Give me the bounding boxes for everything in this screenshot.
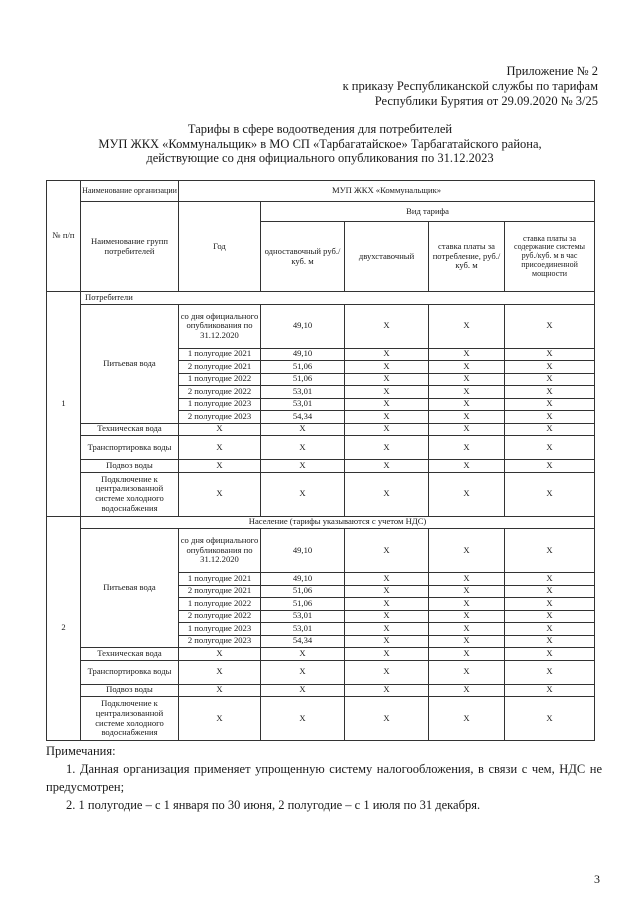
document-title bbox=[0, 122, 640, 166]
consumption-rate-cell: X bbox=[429, 436, 505, 460]
single-rate-cell: 53,01 bbox=[261, 398, 345, 411]
consumption-rate-cell: X bbox=[429, 585, 505, 598]
section-heading: Потребители bbox=[81, 292, 595, 305]
single-rate-cell: 51,06 bbox=[261, 361, 345, 374]
consumption-rate-cell: X bbox=[429, 648, 505, 661]
single-rate-cell: 53,01 bbox=[261, 623, 345, 636]
appendix-line: к приказу Республиканской службы по тарифам bbox=[342, 79, 598, 93]
consumption-rate-cell: X bbox=[429, 697, 505, 741]
single-rate-cell: 54,34 bbox=[261, 635, 345, 648]
double-rate-cell: X bbox=[345, 529, 429, 573]
maintenance-rate-cell: X bbox=[505, 398, 595, 411]
consumption-rate-cell: X bbox=[429, 386, 505, 399]
drinking-water-label: Питьевая вода bbox=[81, 304, 179, 423]
single-rate-cell: X bbox=[261, 648, 345, 661]
double-rate-cell: X bbox=[345, 598, 429, 611]
maintenance-rate-cell: X bbox=[505, 648, 595, 661]
consumer-group-label: Транспортировка воды bbox=[81, 660, 179, 684]
period-cell: 2 полугодие 2021 bbox=[179, 585, 261, 598]
consumption-rate-cell: X bbox=[429, 635, 505, 648]
section-heading: Население (тарифы указываются с учетом НДС) bbox=[81, 516, 595, 529]
consumer-group-label: Подвоз воды bbox=[81, 684, 179, 697]
notes bbox=[46, 742, 602, 814]
col-header-groups: Наименование групп потребителей bbox=[81, 202, 179, 292]
note-item: 1. Данная организация применяет упрощенную систему налогообложения, в связи с чем, НДС не предусмотрен; bbox=[46, 762, 602, 794]
maintenance-rate-cell: X bbox=[505, 423, 595, 436]
table-row bbox=[47, 304, 595, 348]
period-cell: 2 полугодие 2023 bbox=[179, 411, 261, 424]
single-rate-cell: 49,10 bbox=[261, 573, 345, 586]
single-rate-cell: X bbox=[261, 460, 345, 473]
col-header-double: двухставочный bbox=[345, 222, 429, 292]
col-header-year: Год bbox=[179, 202, 261, 292]
table-row bbox=[47, 460, 595, 473]
consumption-rate-cell: X bbox=[429, 348, 505, 361]
maintenance-rate-cell: X bbox=[505, 635, 595, 648]
double-rate-cell: X bbox=[345, 436, 429, 460]
maintenance-rate-cell: X bbox=[505, 436, 595, 460]
double-rate-cell: X bbox=[345, 585, 429, 598]
double-rate-cell: X bbox=[345, 460, 429, 473]
table-row bbox=[47, 697, 595, 741]
period-cell: 1 полугодие 2023 bbox=[179, 398, 261, 411]
year-cell: X bbox=[179, 460, 261, 473]
double-rate-cell: X bbox=[345, 610, 429, 623]
single-rate-cell: 51,06 bbox=[261, 585, 345, 598]
year-cell: X bbox=[179, 423, 261, 436]
period-cell: 2 полугодие 2022 bbox=[179, 386, 261, 399]
maintenance-rate-cell: X bbox=[505, 598, 595, 611]
maintenance-rate-cell: X bbox=[505, 623, 595, 636]
consumption-rate-cell: X bbox=[429, 460, 505, 473]
title-line: действующие со дня официального опубликования по 31.12.2023 bbox=[146, 151, 494, 165]
double-rate-cell: X bbox=[345, 423, 429, 436]
consumption-rate-cell: X bbox=[429, 304, 505, 348]
single-rate-cell: X bbox=[261, 660, 345, 684]
single-rate-cell: 51,06 bbox=[261, 373, 345, 386]
maintenance-rate-cell: X bbox=[505, 697, 595, 741]
consumer-group-label: Подключение к централизованной системе холодного водоснабжения bbox=[81, 472, 179, 516]
single-rate-cell: X bbox=[261, 472, 345, 516]
consumer-group-label: Подвоз воды bbox=[81, 460, 179, 473]
year-cell: X bbox=[179, 697, 261, 741]
consumption-rate-cell: X bbox=[429, 573, 505, 586]
single-rate-cell: 53,01 bbox=[261, 610, 345, 623]
double-rate-cell: X bbox=[345, 411, 429, 424]
double-rate-cell: X bbox=[345, 697, 429, 741]
table-row bbox=[47, 660, 595, 684]
year-cell: X bbox=[179, 472, 261, 516]
maintenance-rate-cell: X bbox=[505, 411, 595, 424]
consumer-group-label: Подключение к централизованной системе холодного водоснабжения bbox=[81, 697, 179, 741]
single-rate-cell: 54,34 bbox=[261, 411, 345, 424]
double-rate-cell: X bbox=[345, 623, 429, 636]
double-rate-cell: X bbox=[345, 361, 429, 374]
col-header-maintenance: ставка платы за содержание системы руб./куб. м в час присоединенной мощности bbox=[505, 222, 595, 292]
double-rate-cell: X bbox=[345, 472, 429, 516]
drinking-water-label: Питьевая вода bbox=[81, 529, 179, 648]
single-rate-cell: X bbox=[261, 423, 345, 436]
page-number: 3 bbox=[594, 872, 600, 886]
period-cell: 1 полугодие 2021 bbox=[179, 573, 261, 586]
period-cell: 2 полугодие 2022 bbox=[179, 610, 261, 623]
title-line: Тарифы в сфере водоотведения для потребителей bbox=[187, 122, 453, 136]
maintenance-rate-cell: X bbox=[505, 304, 595, 348]
period-cell: 2 полугодие 2023 bbox=[179, 635, 261, 648]
consumption-rate-cell: X bbox=[429, 529, 505, 573]
single-rate-cell: X bbox=[261, 697, 345, 741]
maintenance-rate-cell: X bbox=[505, 373, 595, 386]
double-rate-cell: X bbox=[345, 635, 429, 648]
period-cell: 1 полугодие 2023 bbox=[179, 623, 261, 636]
double-rate-cell: X bbox=[345, 660, 429, 684]
section-number: 2 bbox=[47, 516, 81, 741]
double-rate-cell: X bbox=[345, 348, 429, 361]
consumption-rate-cell: X bbox=[429, 610, 505, 623]
title-line: МУП ЖКХ «Коммунальщик» в МО СП «Тарбагатайское» Тарбагатайского района, bbox=[98, 136, 542, 151]
consumption-rate-cell: X bbox=[429, 411, 505, 424]
maintenance-rate-cell: X bbox=[505, 585, 595, 598]
table-row bbox=[47, 648, 595, 661]
appendix-line: Республики Бурятия от 29.09.2020 № 3/25 bbox=[374, 94, 598, 108]
consumption-rate-cell: X bbox=[429, 472, 505, 516]
consumption-rate-cell: X bbox=[429, 623, 505, 636]
section-heading-row bbox=[47, 292, 595, 305]
maintenance-rate-cell: X bbox=[505, 610, 595, 623]
section-heading-row bbox=[47, 516, 595, 529]
single-rate-cell: 49,10 bbox=[261, 348, 345, 361]
consumption-rate-cell: X bbox=[429, 361, 505, 374]
table-row bbox=[47, 684, 595, 697]
consumer-group-label: Техническая вода bbox=[81, 648, 179, 661]
single-rate-cell: 51,06 bbox=[261, 598, 345, 611]
maintenance-rate-cell: X bbox=[505, 660, 595, 684]
table-row bbox=[47, 423, 595, 436]
consumer-group-label: Транспортировка воды bbox=[81, 436, 179, 460]
year-cell: X bbox=[179, 436, 261, 460]
consumption-rate-cell: X bbox=[429, 373, 505, 386]
maintenance-rate-cell: X bbox=[505, 684, 595, 697]
double-rate-cell: X bbox=[345, 398, 429, 411]
double-rate-cell: X bbox=[345, 373, 429, 386]
table-row bbox=[47, 529, 595, 573]
period-cell: со дня официального опубликования по 31.12.2020 bbox=[179, 304, 261, 348]
consumption-rate-cell: X bbox=[429, 598, 505, 611]
appendix-header bbox=[343, 64, 598, 109]
year-cell: X bbox=[179, 684, 261, 697]
consumption-rate-cell: X bbox=[429, 398, 505, 411]
period-cell: 1 полугодие 2022 bbox=[179, 373, 261, 386]
consumption-rate-cell: X bbox=[429, 660, 505, 684]
single-rate-cell: 49,10 bbox=[261, 529, 345, 573]
period-cell: 2 полугодие 2021 bbox=[179, 361, 261, 374]
col-header-num: № п/п bbox=[47, 181, 81, 292]
double-rate-cell: X bbox=[345, 573, 429, 586]
maintenance-rate-cell: X bbox=[505, 348, 595, 361]
maintenance-rate-cell: X bbox=[505, 386, 595, 399]
consumer-group-label: Техническая вода bbox=[81, 423, 179, 436]
double-rate-cell: X bbox=[345, 386, 429, 399]
single-rate-cell: X bbox=[261, 684, 345, 697]
col-header-org: Наименование организации bbox=[81, 181, 179, 202]
org-name: МУП ЖКХ «Коммунальщик» bbox=[179, 181, 595, 202]
table-row bbox=[47, 436, 595, 460]
tariff-type-header: Вид тарифа bbox=[261, 202, 595, 222]
single-rate-cell: X bbox=[261, 436, 345, 460]
double-rate-cell: X bbox=[345, 304, 429, 348]
tariff-table bbox=[46, 180, 595, 741]
section-number: 1 bbox=[47, 292, 81, 517]
maintenance-rate-cell: X bbox=[505, 472, 595, 516]
table-row bbox=[47, 472, 595, 516]
year-cell: X bbox=[179, 648, 261, 661]
notes-heading: Примечания: bbox=[46, 744, 116, 758]
single-rate-cell: 49,10 bbox=[261, 304, 345, 348]
appendix-line: Приложение № 2 bbox=[506, 64, 598, 78]
maintenance-rate-cell: X bbox=[505, 460, 595, 473]
consumption-rate-cell: X bbox=[429, 684, 505, 697]
col-header-single: одноставочный руб./ куб. м bbox=[261, 222, 345, 292]
period-cell: 1 полугодие 2021 bbox=[179, 348, 261, 361]
maintenance-rate-cell: X bbox=[505, 573, 595, 586]
maintenance-rate-cell: X bbox=[505, 361, 595, 374]
year-cell: X bbox=[179, 660, 261, 684]
double-rate-cell: X bbox=[345, 684, 429, 697]
col-header-consumption: ставка платы за потребление, руб./ куб. м bbox=[429, 222, 505, 292]
period-cell: со дня официального опубликования по 31.12.2020 bbox=[179, 529, 261, 573]
period-cell: 1 полугодие 2022 bbox=[179, 598, 261, 611]
single-rate-cell: 53,01 bbox=[261, 386, 345, 399]
note-item: 2. 1 полугодие – с 1 января по 30 июня, 2 полугодие – с 1 июля по 31 декабря. bbox=[66, 798, 481, 812]
maintenance-rate-cell: X bbox=[505, 529, 595, 573]
consumption-rate-cell: X bbox=[429, 423, 505, 436]
double-rate-cell: X bbox=[345, 648, 429, 661]
